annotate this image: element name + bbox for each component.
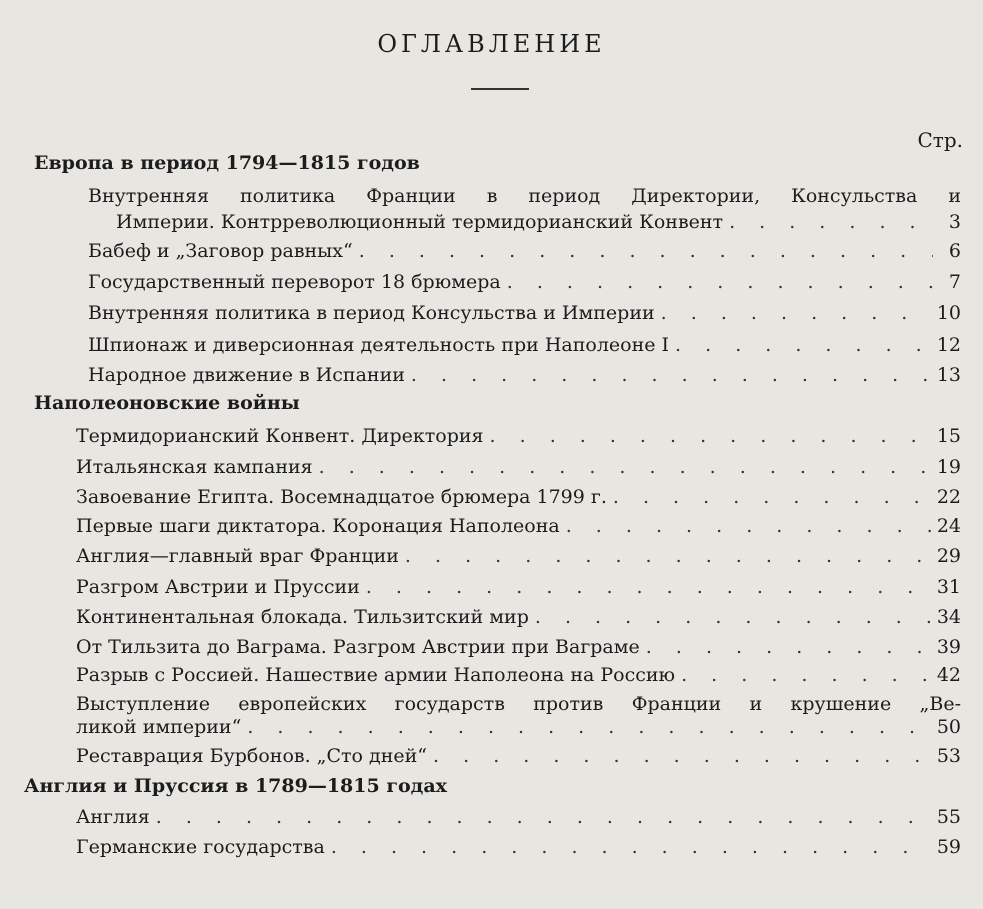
leader-dots — [661, 302, 931, 324]
toc-entry-page: 6 — [948, 240, 961, 262]
toc-entry-title: Континентальная блокада. Тильзитский мир — [76, 606, 529, 628]
section-heading: Европа в период 1794—1815 годов — [34, 152, 420, 174]
toc-entry-title: Государственный переворот 18 брюмера — [88, 271, 501, 293]
toc-entry-page: 7 — [948, 271, 961, 293]
toc-entry — [76, 576, 961, 598]
toc-entry — [76, 425, 961, 447]
toc-entry-title: Реставрация Бурбонов. „Сто дней“ — [76, 745, 428, 767]
leader-dots — [319, 456, 931, 478]
toc-entry-title: Империи. Контрреволюционный термидорианский Конвент — [116, 211, 724, 233]
toc-entry — [88, 211, 961, 233]
toc-entry-page: 19 — [936, 456, 961, 478]
leader-dots — [359, 240, 933, 262]
leader-dots — [675, 334, 931, 356]
toc-entry-title: Англия—главный враг Франции — [76, 545, 399, 567]
toc-entry — [76, 806, 961, 828]
toc-entry-page: 10 — [936, 302, 961, 324]
toc-entry-title: ликой империи“ — [76, 716, 242, 738]
leader-dots — [490, 425, 931, 447]
toc-entry-page: 24 — [936, 515, 961, 537]
leader-dots — [535, 606, 931, 628]
toc-entry-title: Разрыв с Россией. Нашествие армии Наполеона на Россию — [76, 664, 676, 686]
toc-entry — [76, 545, 961, 567]
toc-entry — [88, 302, 961, 324]
section-heading: Англия и Пруссия в 1789—1815 годах — [24, 775, 447, 797]
toc-entry — [88, 240, 961, 262]
title-divider — [471, 88, 529, 90]
leader-dots — [405, 545, 931, 567]
page-column-label: Стр. — [917, 128, 963, 152]
leader-dots — [646, 636, 931, 658]
toc-entry-line: Внутренняя политика Франции в период Директории, Консульства и — [88, 185, 961, 207]
toc-entry-title: Внутренняя политика в период Консульства и Империи — [88, 302, 655, 324]
toc-entry-page: 13 — [936, 364, 961, 386]
toc-entry-title: От Тильзита до Ваграма. Разгром Австрии при Ваграме — [76, 636, 640, 658]
leader-dots — [366, 576, 931, 598]
toc-entry-title: Народное движение в Испании — [88, 364, 405, 386]
toc-entry — [88, 364, 961, 386]
toc-entry — [76, 606, 961, 628]
toc-entry-title: Термидорианский Конвент. Директория — [76, 425, 484, 447]
toc-entry-title: Завоевание Египта. Восемнадцатое брюмера 1799 г. — [76, 486, 607, 508]
toc-entry — [76, 745, 961, 767]
toc-entry — [76, 486, 961, 508]
toc-entry-page: 39 — [936, 636, 961, 658]
toc-entry — [88, 334, 961, 356]
leader-dots — [331, 836, 931, 858]
toc-entry-page: 3 — [948, 211, 961, 233]
toc-entry-page: 29 — [936, 545, 961, 567]
toc-entry-page: 50 — [936, 716, 961, 738]
leader-dots — [681, 664, 931, 686]
leader-dots — [156, 806, 931, 828]
toc-entry — [76, 515, 961, 537]
toc-entry — [88, 271, 961, 293]
toc-entry-title: Первые шаги диктатора. Коронация Наполеона — [76, 515, 560, 537]
toc-entry — [76, 836, 961, 858]
leader-dots — [566, 515, 931, 537]
toc-entry-page: 55 — [936, 806, 961, 828]
leader-dots — [433, 745, 931, 767]
toc-entry-title: Бабеф и „Заговор равных“ — [88, 240, 353, 262]
toc-entry — [76, 664, 961, 686]
page-title: ОГЛАВЛЕНИЕ — [377, 30, 606, 58]
toc-entry-title: Разгром Австрии и Пруссии — [76, 576, 360, 598]
toc-entry-title: Шпионаж и диверсионная деятельность при Наполеоне I — [88, 334, 670, 356]
toc-entry-page: 15 — [936, 425, 961, 447]
leader-dots — [507, 271, 933, 293]
toc-entry-page: 12 — [936, 334, 961, 356]
toc-entry-page: 34 — [936, 606, 961, 628]
leader-dots — [247, 716, 931, 738]
toc-entry — [76, 636, 961, 658]
leader-dots — [729, 211, 933, 233]
toc-entry-page: 31 — [936, 576, 961, 598]
toc-entry-page: 42 — [936, 664, 961, 686]
toc-entry-title: Германские государства — [76, 836, 325, 858]
toc-entry-title: Итальянская кампания — [76, 456, 313, 478]
toc-entry-line: Выступление европейских государств против Франции и крушение „Ве- — [76, 693, 961, 715]
leader-dots — [411, 364, 931, 386]
toc-entry-page: 22 — [936, 486, 961, 508]
toc-entry-page: 53 — [936, 745, 961, 767]
toc-entry-page: 59 — [936, 836, 961, 858]
leader-dots — [613, 486, 931, 508]
toc-entry-title: Англия — [76, 806, 150, 828]
toc-entry — [76, 716, 961, 738]
toc-entry — [76, 456, 961, 478]
section-heading: Наполеоновские войны — [34, 392, 300, 414]
